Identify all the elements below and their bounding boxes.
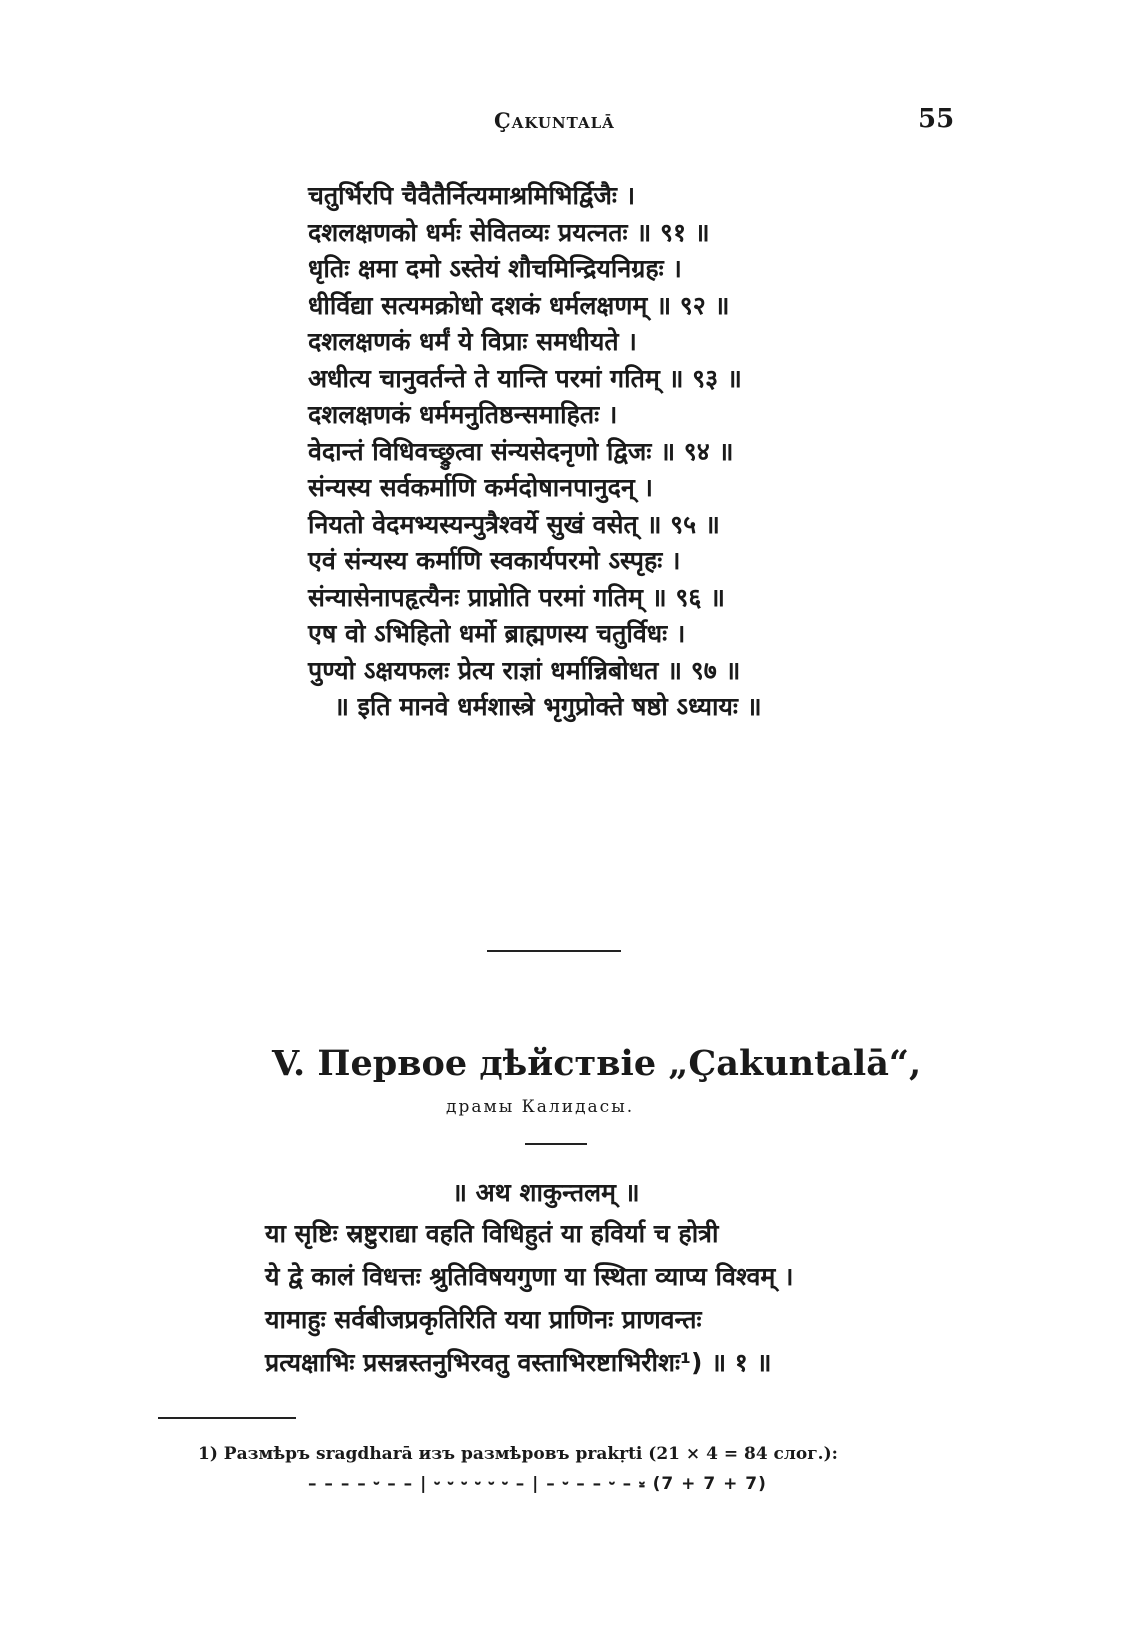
footnote-text: 1) Размѣръ sragdharā изъ размѣровъ prakṛti (21 × 4 = 84 слог.): bbox=[198, 1444, 838, 1464]
play-title: ॥ अथ शाकुन्तलम् ॥ bbox=[452, 1178, 640, 1207]
stanza-line: या सृष्टिः स्रष्टुराद्या वहति विधिहुतं या हविर्या च होत्री bbox=[265, 1219, 719, 1248]
verse-line: संन्यासेनापहृत्यैनः प्राप्नोति परमां गतिम् ॥ ९६ ॥ bbox=[308, 582, 726, 612]
section-subheading: драмы Калидасы. bbox=[446, 1097, 635, 1117]
verse-line: धृतिः क्षमा दमो ऽस्तेयं शौचमिन्द्रियनिग्रहः । bbox=[308, 254, 682, 283]
verse-line: दशलक्षणकं धर्मं ये विप्राः समधीयते । bbox=[308, 327, 637, 356]
verse-line: दशलक्षणकं धर्ममनुतिष्ठन्समाहितः । bbox=[308, 400, 618, 429]
section-heading: V. Первое дѣйствіе „Çakuntalā“, bbox=[272, 1043, 922, 1084]
footnote-rule bbox=[158, 1417, 296, 1419]
footnote-meter: – – – – ⏑ – – | ⏑ ⏑ ⏑ ⏑ ⏑ ⏑ – | – ⏑ – – ⏑ – ⏓ (7 + 7 + 7) bbox=[308, 1474, 767, 1494]
verse-line: धीर्विद्या सत्यमक्रोधो दशकं धर्मलक्षणम् ॥ ९२ ॥ bbox=[308, 290, 730, 320]
verse-line: संन्यस्य सर्वकर्माणि कर्मदोषानपानुदन् । bbox=[308, 473, 653, 502]
verse-line: एष वो ऽभिहितो धर्मो ब्राह्मणस्य चतुर्विधः । bbox=[308, 619, 686, 648]
stanza-line: प्रत्यक्षाभिः प्रसन्नस्तनुभिरवतु वस्ताभिरष्टाभिरीशः¹) ॥ १ ॥ bbox=[265, 1348, 772, 1377]
page-number: 55 bbox=[918, 104, 955, 134]
verse-line: चतुर्भिरपि चैवैतैर्नित्यमाश्रमिभिर्द्विजैः । bbox=[308, 181, 636, 210]
running-title: Çakuntalā bbox=[494, 108, 615, 133]
verse-line: अधीत्य चानुवर्तन्ते ते यान्ति परमां गतिम् ॥ ९३ ॥ bbox=[308, 363, 742, 393]
verse-line: एवं संन्यस्य कर्माणि स्वकार्यपरमो ऽस्पृहः । bbox=[308, 546, 681, 575]
chapter-colophon: ॥ इति मानवे धर्मशास्त्रे भृगुप्रोक्ते षष्ठो ऽध्यायः ॥ bbox=[334, 692, 762, 721]
stanza-line: ये द्वे कालं विधत्तः श्रुतिविषयगुणा या स्थिता व्याप्य विश्वम् । bbox=[265, 1262, 794, 1291]
verse-line: वेदान्तं विधिवच्छ्रुत्वा संन्यसेदनृणो द्विजः ॥ ९४ ॥ bbox=[308, 436, 734, 466]
verse-line: नियतो वेदमभ्यस्यन्पुत्रैश्वर्ये सुखं वसेत् ॥ ९५ ॥ bbox=[308, 509, 720, 539]
stanza-line: यामाहुः सर्वबीजप्रकृतिरिति यया प्राणिनः प्राणवन्तः bbox=[265, 1305, 702, 1334]
verse-line: दशलक्षणको धर्मः सेवितव्यः प्रयत्नतः ॥ ९१ ॥ bbox=[308, 217, 710, 247]
verse-line: पुण्यो ऽक्षयफलः प्रेत्य राज्ञां धर्मान्निबोधत ॥ ९७ ॥ bbox=[308, 655, 741, 685]
